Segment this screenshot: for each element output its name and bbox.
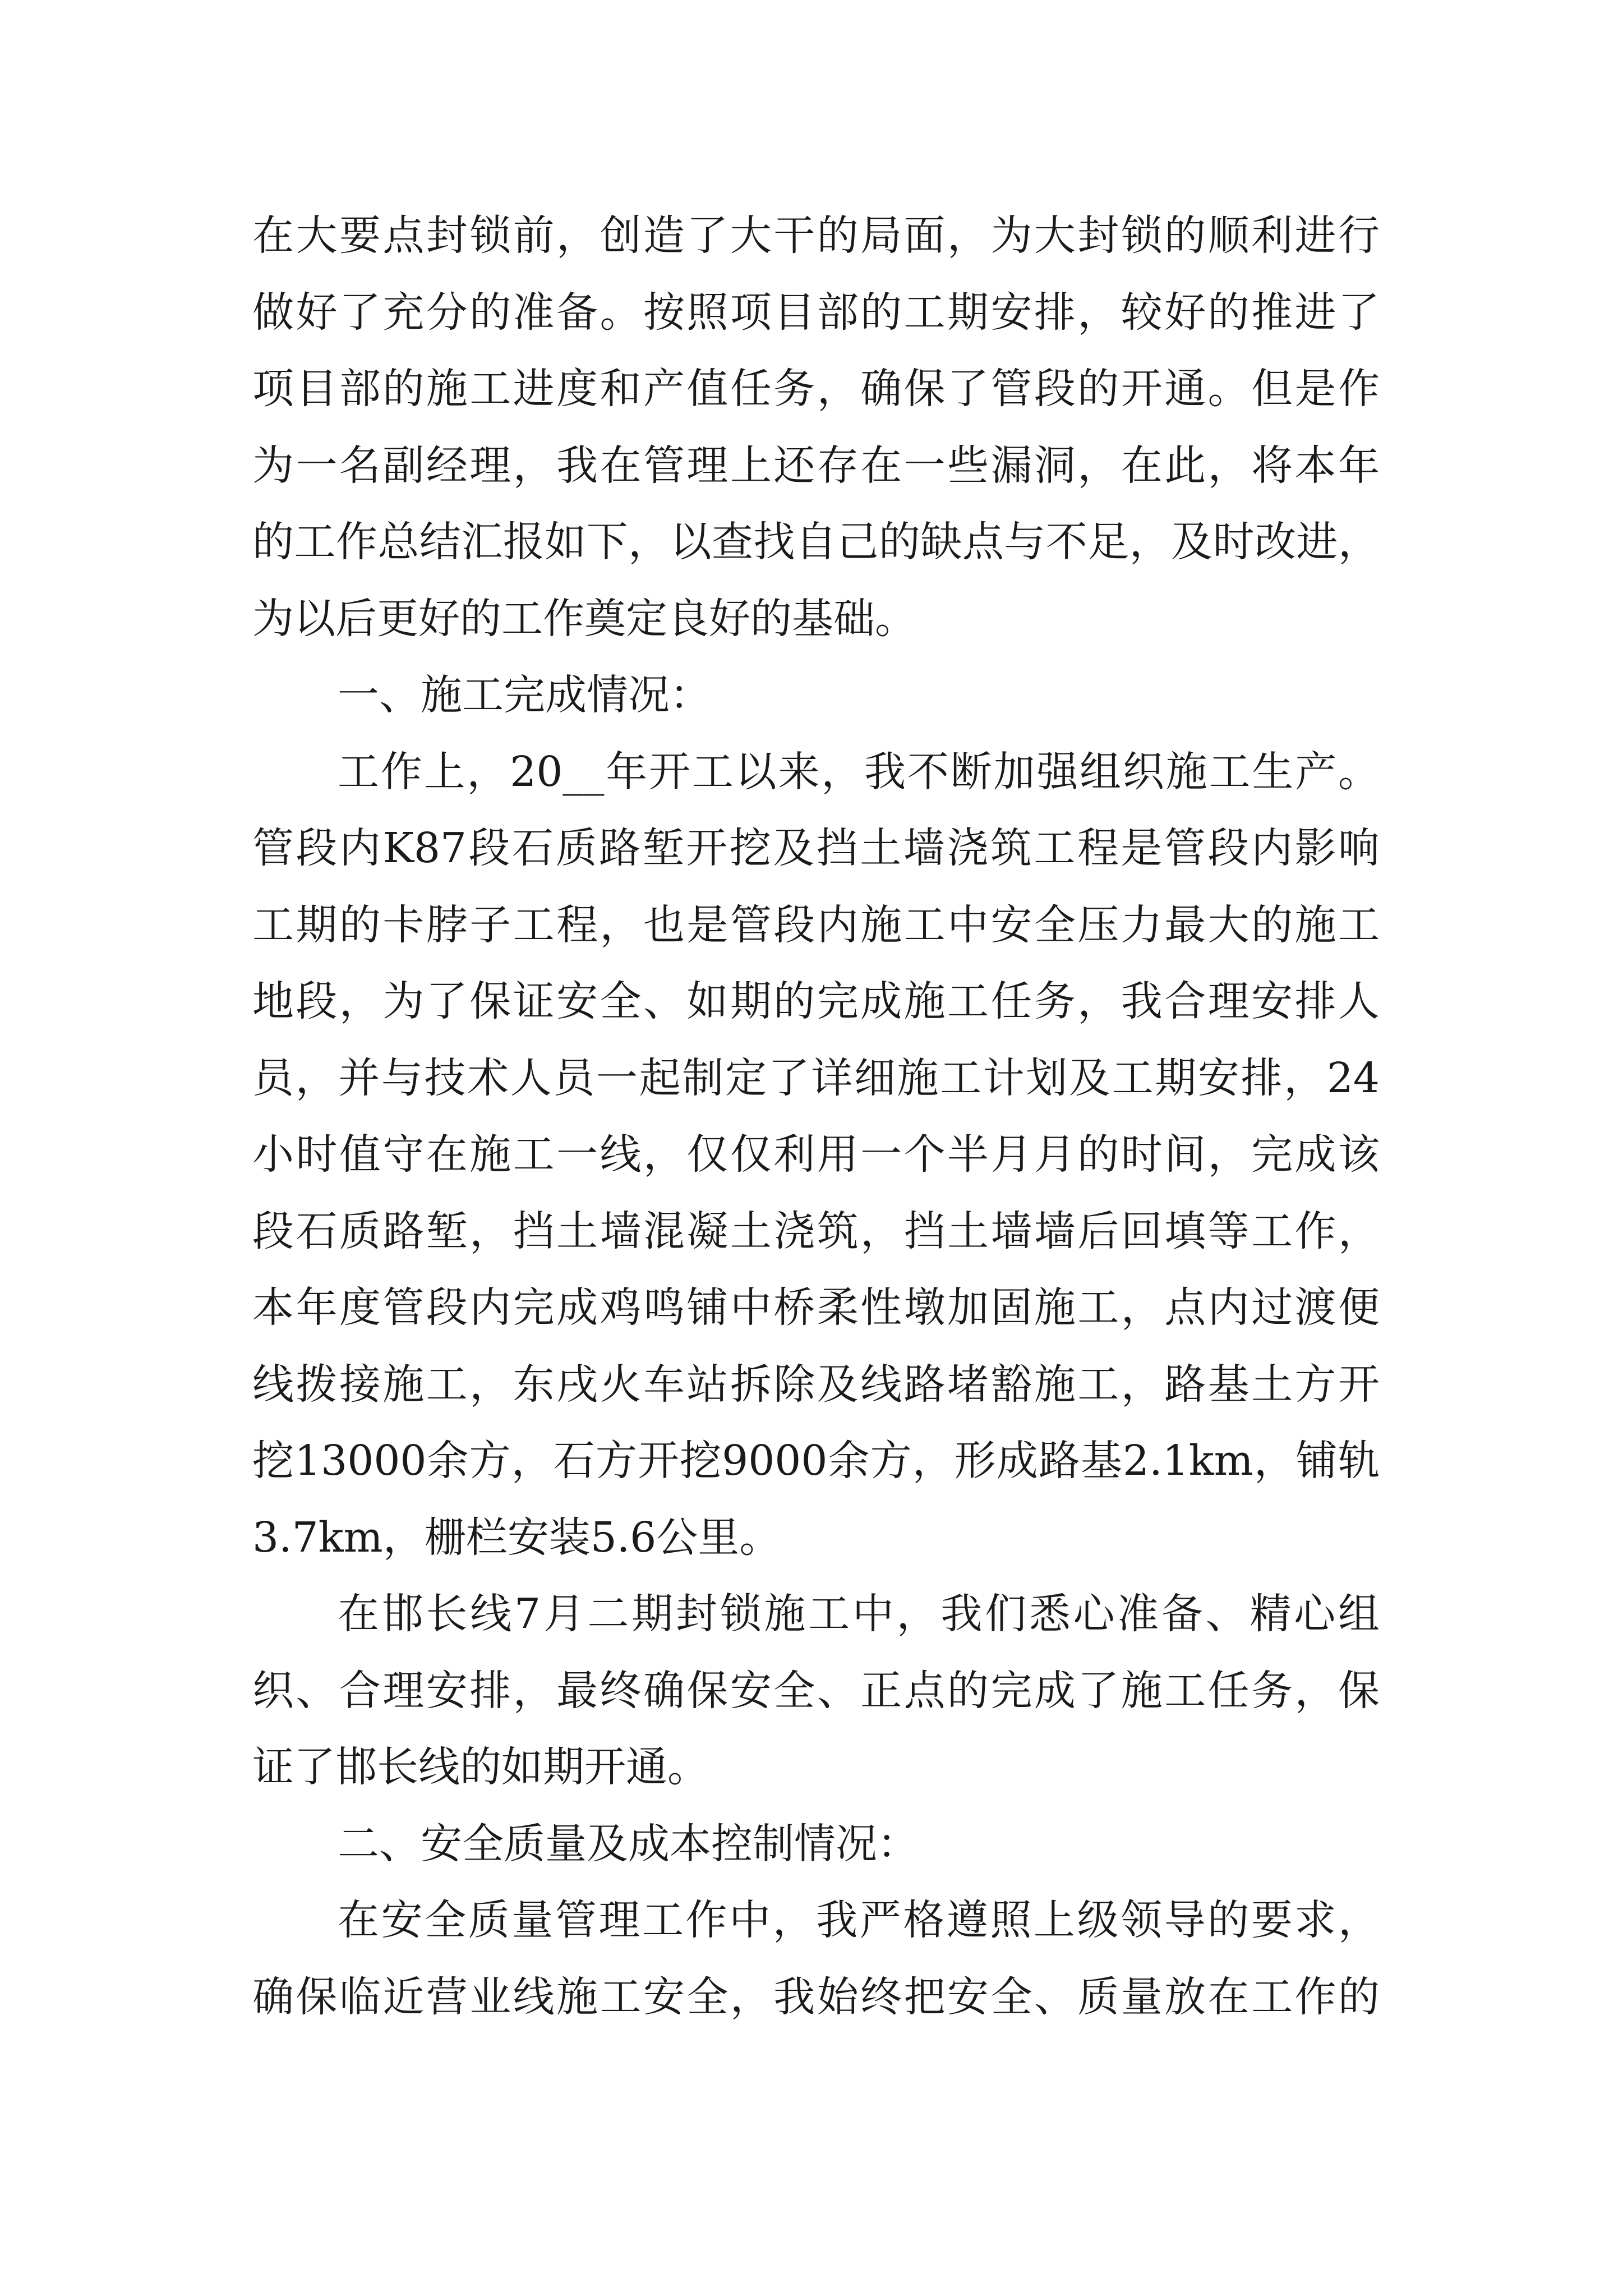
section-heading-1	[252, 657, 1380, 734]
text-line: 线拨接施工，东戌火车站拆除及线路堵豁施工，路基土方开	[252, 1360, 1380, 1409]
text-line: 项目部的施工进度和产值任务，确保了管段的开通。但是作	[252, 365, 1380, 413]
text-line: 在邯长线7月二期封锁施工中，我们悉心准备、精心组	[338, 1590, 1380, 1638]
section-heading-2	[252, 1806, 1380, 1883]
text-line: 挖13000余方，石方开挖9000余方，形成路基2.1km，铺轨	[252, 1437, 1380, 1485]
text-line: 织、合理安排，最终确保安全、正点的完成了施工任务，保	[252, 1666, 1380, 1715]
text-line: 在安全质量管理工作中，我严格遵照上级领导的要求，	[338, 1896, 1380, 1944]
text-line: 3.7km，栅栏安装5.6公里。	[252, 1513, 781, 1562]
text-line: 管段内K87段石质路堑开挖及挡土墙浇筑工程是管段内影响	[252, 824, 1380, 872]
text-line: 工期的卡脖子工程，也是管段内施工中安全压力最大的施工	[252, 900, 1380, 949]
text-line: 在大要点封锁前，创造了大干的局面，为大封锁的顺利进行	[252, 211, 1380, 260]
text-line: 为一名副经理，我在管理上还存在一些漏洞，在此，将本年	[252, 441, 1380, 490]
document-body	[252, 197, 1380, 2035]
paragraph-handan	[252, 1576, 1380, 1806]
text-line: 员，并与技术人员一起制定了详细施工计划及工期安排，24	[252, 1053, 1380, 1102]
text-line: 工作上，20__年开工以来，我不断加强组织施工生产。	[338, 747, 1380, 796]
text-line: 小时值守在施工一线，仅仅利用一个半月月的时间，完成该	[252, 1130, 1380, 1179]
heading-line: 二、安全质量及成本控制情况：	[338, 1819, 919, 1868]
text-line: 地段，为了保证安全、如期的完成施工任务，我合理安排人	[252, 977, 1380, 1025]
paragraph-safety	[252, 1882, 1380, 2035]
heading-line: 一、施工完成情况：	[338, 671, 711, 719]
text-line: 段石质路堑，挡土墙混凝土浇筑，挡土墙墙后回填等工作，	[252, 1207, 1380, 1255]
text-line: 的工作总结汇报如下，以查找自己的缺点与不足，及时改进，	[252, 518, 1380, 566]
text-line: 证了邯长线的如期开通。	[252, 1743, 709, 1791]
text-line: 确保临近营业线施工安全，我始终把安全、质量放在工作的	[252, 1972, 1380, 2021]
text-line: 做好了充分的准备。按照项目部的工期安排，较好的推进了	[252, 288, 1380, 337]
paragraph-construction	[252, 734, 1380, 1576]
paragraph-intro	[252, 197, 1380, 657]
text-line: 本年度管段内完成鸡鸣铺中桥柔性墩加固施工，点内过渡便	[252, 1283, 1380, 1332]
text-line: 为以后更好的工作奠定良好的基础。	[252, 594, 916, 643]
